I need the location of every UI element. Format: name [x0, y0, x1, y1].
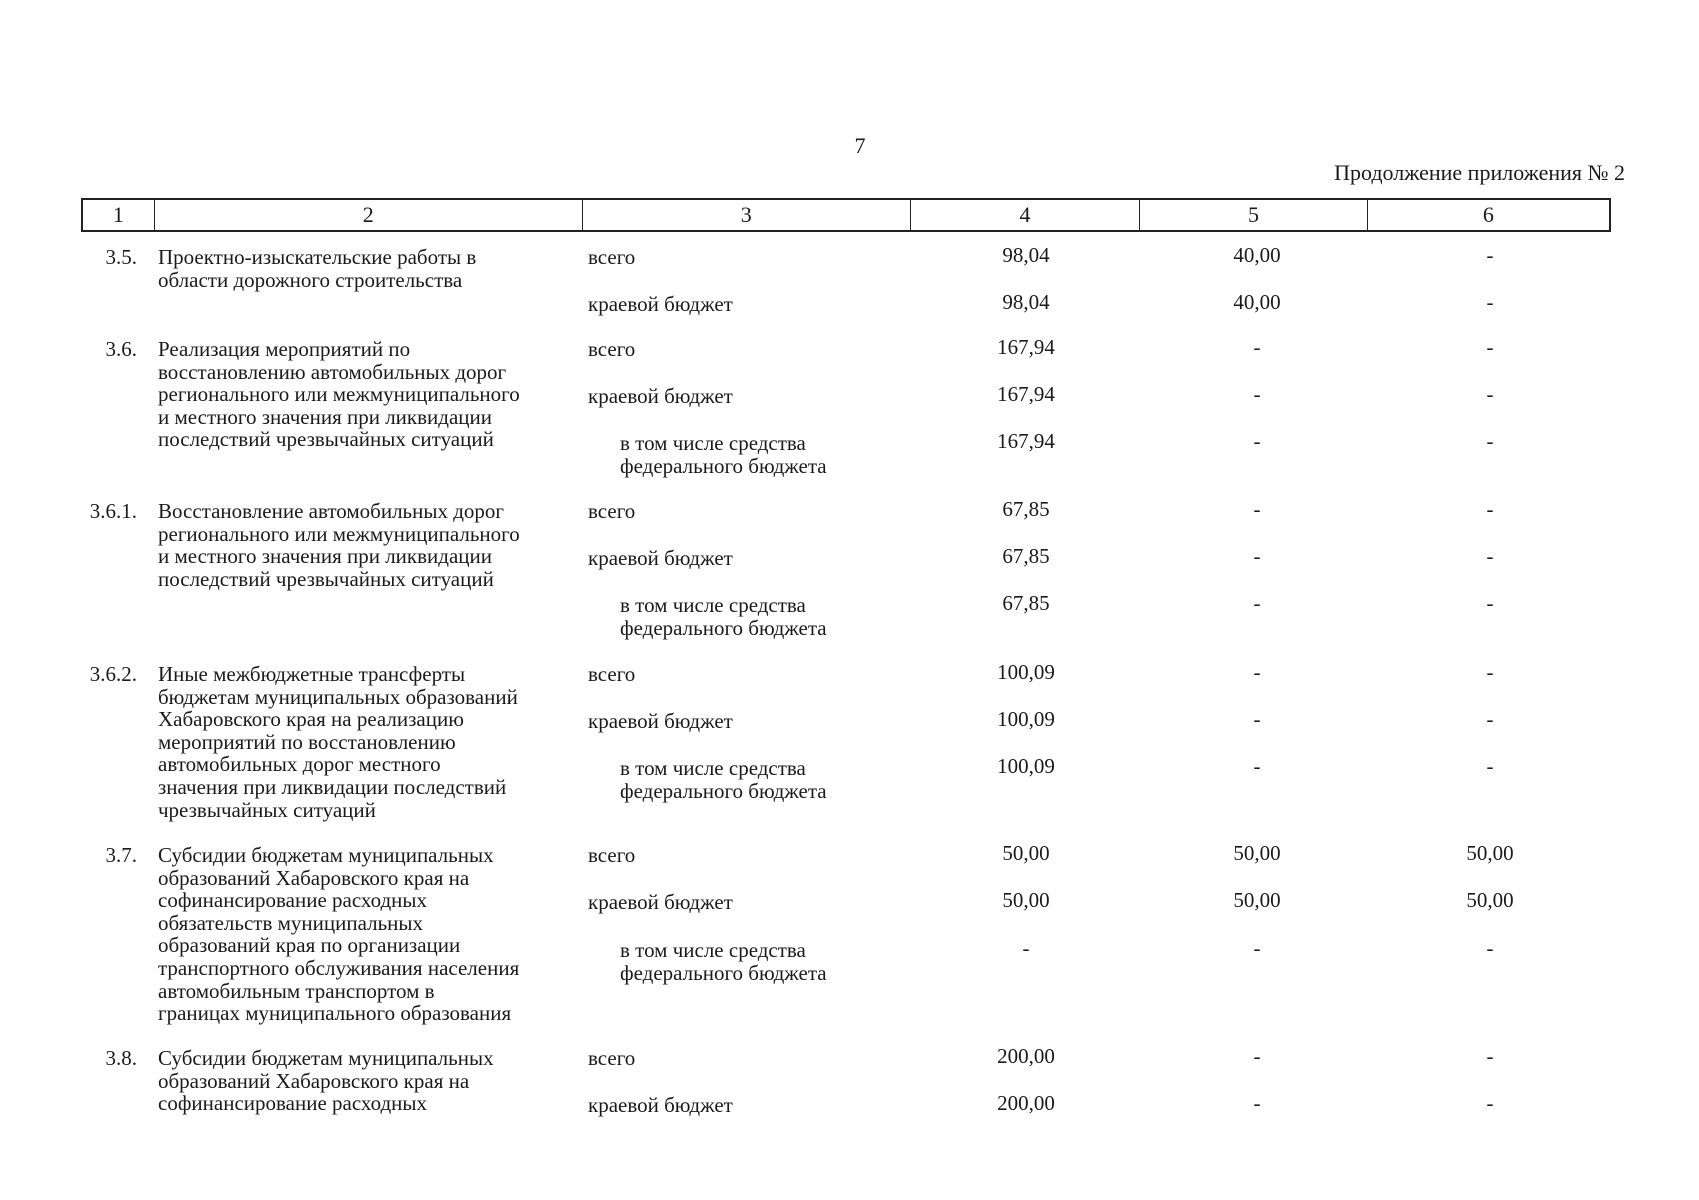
row-title: Проектно-изыскательские работы в области дорожного строительства: [158, 245, 477, 292]
continuation-note: Продолжение приложения № 2: [1334, 160, 1625, 185]
value-col-6: -: [1486, 936, 1494, 960]
row-number: 3.7.: [105, 843, 137, 867]
value-col-4: 98,04: [1002, 290, 1050, 314]
value-col-5: -: [1253, 335, 1261, 359]
row-number: 3.5.: [105, 245, 137, 269]
funding-source-label: в том числе средства федерального бюджета: [620, 593, 827, 640]
header-col-2: 2: [155, 200, 583, 230]
page-number: 7: [854, 133, 866, 158]
value-col-6: -: [1486, 754, 1494, 778]
value-col-5: 40,00: [1233, 243, 1281, 267]
value-col-6: -: [1486, 1091, 1494, 1115]
value-col-6: -: [1486, 429, 1494, 453]
value-col-4: 67,85: [1002, 497, 1050, 521]
funding-source-label: всего: [588, 1046, 636, 1070]
value-col-6: -: [1486, 335, 1494, 359]
value-col-5: -: [1253, 707, 1261, 731]
row-number: 3.8.: [105, 1046, 137, 1070]
funding-source-label: в том числе средства федерального бюджета: [620, 756, 827, 803]
value-col-5: -: [1253, 591, 1261, 615]
value-col-4: 167,94: [997, 382, 1055, 406]
value-col-6: -: [1486, 382, 1494, 406]
value-col-5: -: [1253, 382, 1261, 406]
header-col-4: 4: [911, 200, 1140, 230]
funding-source-label: всего: [588, 245, 636, 269]
value-col-5: 50,00: [1233, 841, 1281, 865]
value-col-6: -: [1486, 290, 1494, 314]
value-col-5: 50,00: [1233, 888, 1281, 912]
row-title: Иные межбюджетные трансферты бюджетам муниципальных образований Хабаровского края на реализацию мероприятий по восстановлению автомобильных дорог местного значения при ликвидации последствий чрезвычайных ситуаций: [158, 662, 518, 822]
row-number: 3.6.: [105, 337, 137, 361]
value-col-5: -: [1253, 497, 1261, 521]
header-col-6: 6: [1482, 202, 1494, 227]
funding-source-label: краевой бюджет: [588, 709, 733, 733]
row-title: Субсидии бюджетам муниципальных образований Хабаровского края на софинансирование расходных: [158, 1046, 494, 1116]
value-col-5: -: [1253, 1044, 1261, 1068]
funding-source-label: в том числе средства федерального бюджета: [620, 431, 827, 478]
value-col-6: -: [1486, 544, 1494, 568]
value-col-4: 50,00: [1002, 841, 1050, 865]
value-col-4: -: [1022, 936, 1030, 960]
value-col-5: -: [1253, 429, 1261, 453]
funding-source-label: всего: [588, 337, 636, 361]
header-col-3: 3: [583, 200, 911, 230]
value-col-5: 40,00: [1233, 290, 1281, 314]
value-col-6: 50,00: [1466, 841, 1514, 865]
value-col-5: -: [1253, 936, 1261, 960]
value-col-4: 100,09: [997, 707, 1055, 731]
value-col-6: -: [1486, 707, 1494, 731]
value-col-5: -: [1253, 544, 1261, 568]
value-col-5: -: [1253, 754, 1261, 778]
funding-source-label: краевой бюджет: [588, 292, 733, 316]
value-col-4: 200,00: [997, 1044, 1055, 1068]
table-header: [81, 198, 1611, 232]
funding-source-label: краевой бюджет: [588, 546, 733, 570]
value-col-4: 67,85: [1002, 591, 1050, 615]
value-col-4: 50,00: [1002, 888, 1050, 912]
row-title: Субсидии бюджетам муниципальных образований Хабаровского края на софинансирование расходных обязательств муниципальных образований края по организации транспортного обслуживания населения автомобильным транспортом в границах муниципального образования: [158, 843, 520, 1026]
funding-source-label: всего: [588, 662, 636, 686]
value-col-4: 98,04: [1002, 243, 1050, 267]
funding-source-label: краевой бюджет: [588, 384, 733, 408]
value-col-6: -: [1486, 591, 1494, 615]
funding-source-label: всего: [588, 499, 636, 523]
header-col-1: 1: [83, 200, 155, 230]
row-title: Реализация мероприятий по восстановлению автомобильных дорог регионального или межмуниципального и местного значения при ликвидации последствий чрезвычайных ситуаций: [158, 337, 520, 452]
value-col-4: 100,09: [997, 660, 1055, 684]
value-col-5: -: [1253, 1091, 1261, 1115]
row-title: Восстановление автомобильных дорог регионального или межмуниципального и местного значения при ликвидации последствий чрезвычайных ситуаций: [158, 499, 520, 591]
funding-source-label: краевой бюджет: [588, 1093, 733, 1117]
value-col-4: 67,85: [1002, 544, 1050, 568]
row-number: 3.6.2.: [89, 662, 137, 686]
header-col-5: 5: [1140, 200, 1367, 230]
value-col-4: 100,09: [997, 754, 1055, 778]
funding-source-label: всего: [588, 843, 636, 867]
value-col-6: -: [1486, 243, 1494, 267]
value-col-6: -: [1486, 497, 1494, 521]
value-col-5: -: [1253, 660, 1261, 684]
funding-source-label: краевой бюджет: [588, 890, 733, 914]
value-col-6: -: [1486, 660, 1494, 684]
value-col-6: 50,00: [1466, 888, 1514, 912]
value-col-4: 167,94: [997, 429, 1055, 453]
value-col-4: 200,00: [997, 1091, 1055, 1115]
row-number: 3.6.1.: [89, 499, 137, 523]
funding-source-label: в том числе средства федерального бюджета: [620, 938, 827, 985]
value-col-4: 167,94: [997, 335, 1055, 359]
value-col-6: -: [1486, 1044, 1494, 1068]
